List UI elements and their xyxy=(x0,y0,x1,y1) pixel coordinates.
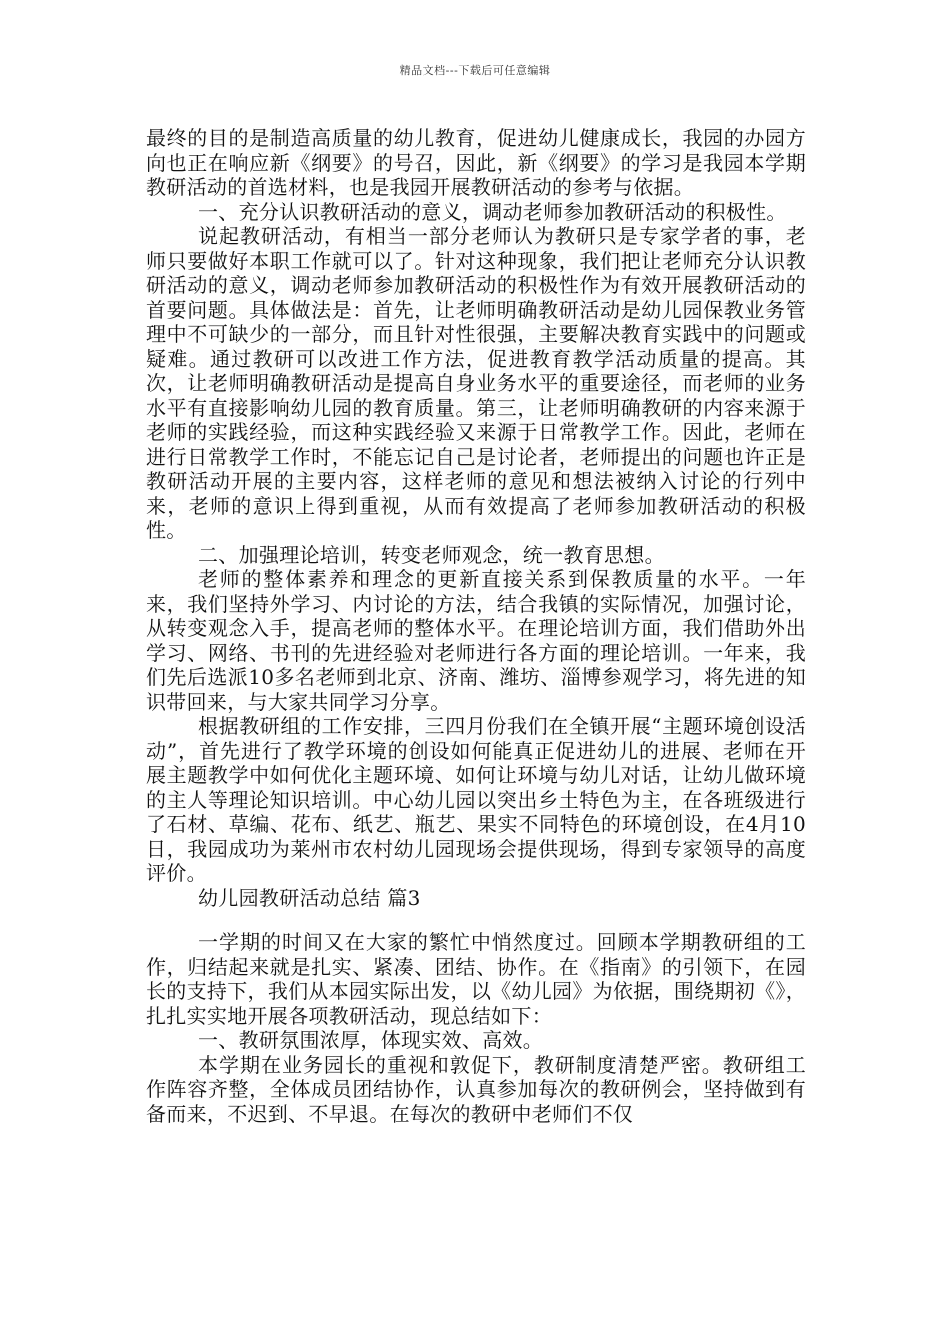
article-title-part-3: 幼儿园教研活动总结 篇3 xyxy=(198,885,421,910)
paragraph-part-3-section-1: 本学期在业务园长的重视和敦促下，教研制度清楚严密。教研组工作阵容齐整，全体成员团结协作，认真参加每次的教研例会，坚持做到有备而来，不迟到、不早退。在每次的教研中老师们不仅 xyxy=(146,1052,806,1126)
paragraph-section-2b: 根据教研组的工作安排，三四月份我们在全镇开展“主题环境创设活动”，首先进行了教学环境的创设如何能真正促进幼儿的进展、老师在开展主题教学中如何优化主题环境、如何让环境与幼儿对话，让幼儿做环境的主人等理论知识培训。中心幼儿园以突出乡土特色为主，在各班级进行了石材、草编、花布、纸艺、瓶艺、果实不同特色的环境创设，在4月10日，我园成功为莱州市农村幼儿园现场会提供现场，得到专家领导的高度评价。 xyxy=(146,714,806,885)
paragraph-section-2a: 老师的整体素养和理念的更新直接关系到保教质量的水平。一年来，我们坚持外学习、内讨论的方法，结合我镇的实际情况，加强讨论，从转变观念入手，提高老师的整体水平。在理论培训方面，我们借助外出学习、网络、书刊的先进经验对老师进行各方面的理论培训。一年来，我们先后选派10多名老师到北京、济南、潍坊、淄博参观学习，将先进的知识带回来，与大家共同学习分享。 xyxy=(146,567,806,714)
section-heading-2: 二、加强理论培训，转变老师观念，统一教育思想。 xyxy=(198,542,665,567)
page-header: 精品文档---下载后可任意编辑 xyxy=(399,64,551,77)
section-heading-1: 一、充分认识教研活动的意义，调动老师参加教研活动的积极性。 xyxy=(198,199,787,224)
spacer xyxy=(146,910,806,930)
paragraph-intro: 最终的目的是制造高质量的幼儿教育，促进幼儿健康成长，我园的办园方向也正在响应新《纲要》的号召，因此，新《纲要》的学习是我园本学期教研活动的首选材料，也是我园开展教研活动的参考与依据。 xyxy=(146,126,806,199)
paragraph-section-1: 说起教研活动，有相当一部分老师认为教研只是专家学者的事，老师只要做好本职工作就可以了。针对这种现象，我们把让老师充分认识教研活动的意义，调动老师参加教研活动的积极性作为有效开展教研活动的首要问题。具体做法是：首先，让老师明确教研活动是幼儿园保教业务管理中不可缺少的一部分，而且针对性很强，主要解决教育实践中的问题或疑难。通过教研可以改进工作方法，促进教育教学活动质量的提高。其次，让老师明确教研活动是提高自身业务水平的重要途径，而老师的业务水平有直接影响幼儿园的教育质量。第三，让老师明确教研的内容来源于老师的实践经验，而这种实践经验又来源于日常教学工作。因此，老师在进行日常教学工作时，不能忘记自己是讨论者，老师提出的问题也许正是教研活动开展的主要内容，这样老师的意见和想法被纳入讨论的行列中来，老师的意识上得到重视，从而有效提高了老师参加教研活动的积极性。 xyxy=(146,224,806,542)
paragraph-part-3-intro: 一学期的时间又在大家的繁忙中悄然度过。回顾本学期教研组的工作，归结起来就是扎实、紧凑、团结、协作。在《指南》的引领下，在园长的支持下，我们从本园实际出发，以《幼儿园》为依据，围绕期初《》，扎扎实实地开展各项教研活动，现总结如下： xyxy=(146,930,806,1028)
document-body xyxy=(146,126,806,1126)
section-heading-3-1: 一、教研氛围浓厚，体现实效、高效。 xyxy=(198,1028,544,1052)
